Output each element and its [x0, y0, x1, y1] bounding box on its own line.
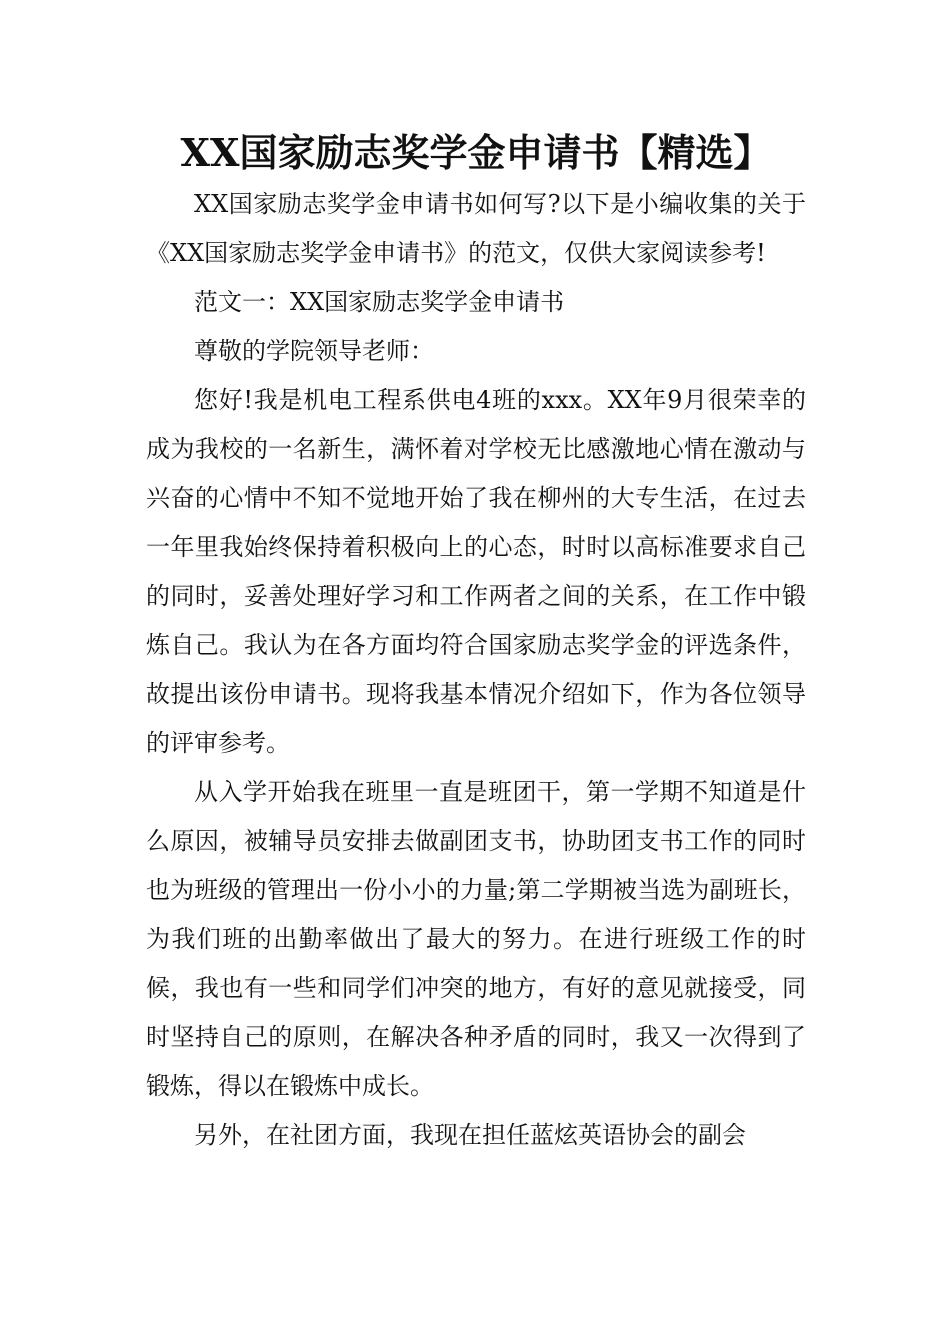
- document-page: [146, 128, 806, 1160]
- body-paragraph-3: 另外，在社团方面，我现在担任蓝炫英语协会的副会: [194, 1121, 746, 1149]
- salutation: 尊敬的学院领导老师：: [194, 337, 434, 365]
- intro-paragraph: XX国家励志奖学金申请书如何写?以下是小编收集的关于《XX国家励志奖学金申请书》的范文，仅供大家阅读参考!: [146, 190, 806, 267]
- sample-heading: 范文一：XX国家励志奖学金申请书: [194, 288, 565, 316]
- body-paragraph-1: 您好!我是机电工程系供电4班的xxx。XX年9月很荣幸的成为我校的一名新生，满怀着对学校无比感激地心情在激动与兴奋的心情中不知不觉地开始了我在柳州的大专生活，在过去一年里我始终保持着积极向上的心态，时时以高标准要求自己的同时，妥善处理好学习和工作两者之间的关系，在工作中锻炼自己。我认为在各方面均符合国家励志奖学金的评选条件，故提出该份申请书。现将我基本情况介绍如下，作为各位领导的评审参考。: [146, 386, 806, 757]
- document-title: XX国家励志奖学金申请书【精选】: [180, 130, 772, 175]
- body-paragraph-2: 从入学开始我在班里一直是班团干，第一学期不知道是什么原因，被辅导员安排去做副团支书，协助团支书工作的同时也为班级的管理出一份小小的力量;第二学期被当选为副班长，为我们班的出勤率做出了最大的努力。在进行班级工作的时候，我也有一些和同学们冲突的地方，有好的意见就接受，同时坚持自己的原则，在解决各种矛盾的同时，我又一次得到了锻炼，得以在锻炼中成长。: [146, 778, 806, 1100]
